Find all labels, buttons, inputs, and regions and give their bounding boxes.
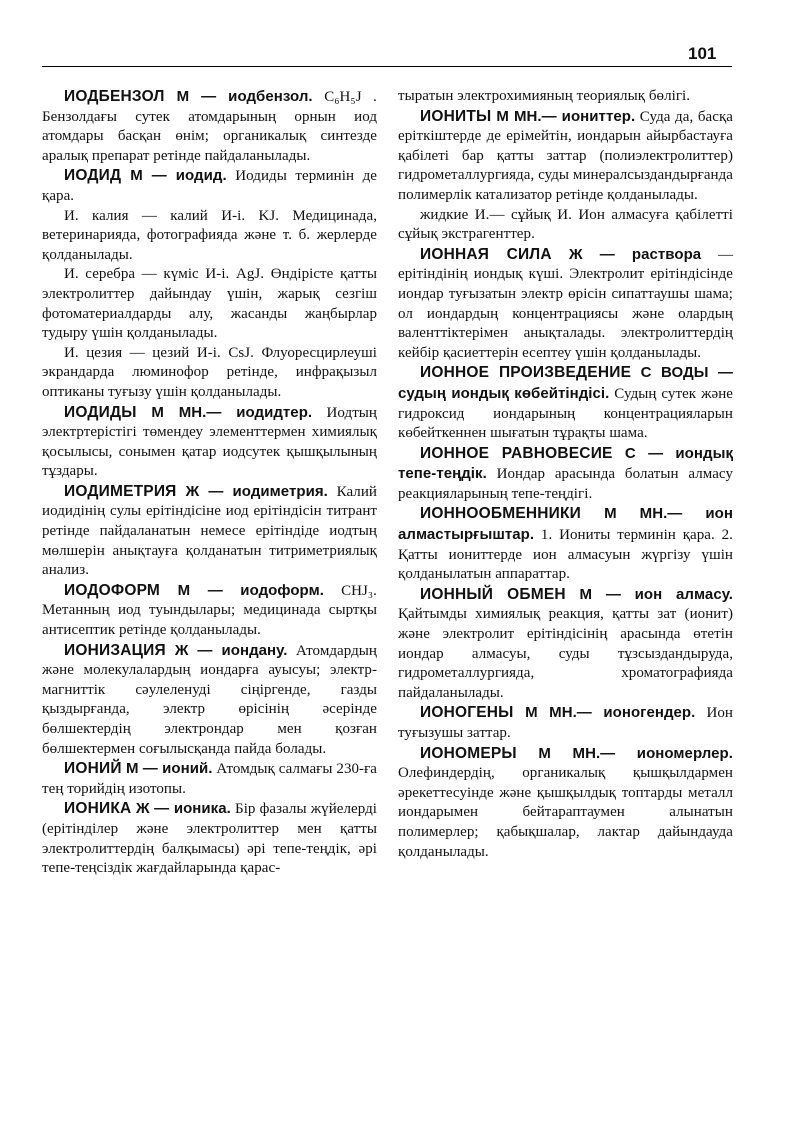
entry-translation: С ВОДЫ — судың иондық көбейтіндісі. <box>398 364 733 402</box>
entry-headword: ИОНИКА <box>64 800 132 818</box>
entry-definition: жидкие И.— сұйық И. Ион алмасуға қабілетті сұйық экстрагенттер. <box>398 206 733 243</box>
entry-definition: Иодтың электртерістігі төмендеу элементтермен химиялық қосылысы, сонымен қатар иодсутек қышқылының тұздары. <box>42 404 378 480</box>
entry-headword: ИОННОЕ РАВНОВЕСИЕ <box>420 444 613 462</box>
entry-translation: С — иондық тепе-теңдік. <box>398 444 733 483</box>
dictionary-entry <box>42 166 377 206</box>
entry-definition: Олефиндердің, органикалық қышқылдармен әрекеттесуінде және қышқылдық топтарды металл иондарымен бейтараптаумен алынатын полимерлер; қабықшалар, лактар дайындауда қолданылады. <box>398 765 733 860</box>
dictionary-entry <box>42 207 377 266</box>
entry-translation: М МН.— иониттер. <box>491 107 636 125</box>
dictionary-entry <box>398 206 733 245</box>
entry-definition: Судың сутек және гидроксид иондарының концентрацияларын көбейткеннен шығатын тұрақты шама. <box>398 385 733 442</box>
entry-headword: ИОНИТЫ <box>420 107 492 125</box>
entry-translation: М — иодид. <box>121 167 227 185</box>
dictionary-entry <box>42 87 377 166</box>
dictionary-entry <box>398 245 733 364</box>
entry-definition: Иондар арасында болатын алмасу реакцияларының тепе-теңдігі. <box>398 466 733 502</box>
left-column <box>42 87 377 879</box>
entry-translation: М — ион алмасу. <box>565 585 734 603</box>
entry-headword: ИОННЫЙ ОБМЕН <box>420 585 566 603</box>
entry-definition: И. калия — калий И-і. KJ. Медицинада, ветеринарияда, фотографияда және т. б. жерлерде қолданылады. <box>42 207 377 263</box>
dictionary-entry <box>42 581 377 641</box>
entry-headword: ИОДИД <box>64 167 122 185</box>
entry-definition: И. цезия — цезий И-і. CsJ. Флуоресцирлеуші экрандарда люминофор ретінде, инфрақызыл оптиканы туғызу үшін қолданылады. <box>42 344 377 400</box>
entry-definition: И. серебра — күміс И-і. AgJ. Өндірісте қатты электролиттер дайындау үшін, жарық сезгіш фотоматериалдарды алу, жасанды жаңбырлар тудыру үшін қолданылады. <box>42 266 377 342</box>
dictionary-entry <box>398 444 733 505</box>
dictionary-entry <box>42 641 377 760</box>
dictionary-entry <box>398 363 733 443</box>
entry-translation: М МН.— иодидтер. <box>136 403 313 421</box>
entry-headword: ИОННООБМЕННИКИ <box>420 505 582 523</box>
entry-definition: Қайтымды химиялық реакция, қатты зат (ионит) және электролит ерітіндісінің арасында өтетін иондар алмасуы, суды тұзсыздандыруда, гидрометаллургияда, хроматографияда пайдаланылады. <box>398 606 733 701</box>
entry-definition: тыратын электрохимияның теориялық бөлігі. <box>398 88 691 104</box>
entry-translation: Ж — иодиметрия. <box>176 482 328 500</box>
entry-definition: Атомдық салмағы 230-ға тең торийдің изотопы. <box>42 761 377 797</box>
entry-translation: М — ионий. <box>121 760 213 778</box>
dictionary-entry <box>398 585 733 704</box>
entry-definition: Атомдардың және молекулалардың иондарға ауысуы; электр-магниттік сәулеленуді сіңіргенде, газды қыздырғанда, электр өрісінің әсерінде бөлшектердің электрондар мен қозған бөлшектермен соғылысқанда пайда болады. <box>42 642 377 757</box>
entry-headword: ИОНОГЕНЫ <box>420 704 514 722</box>
entry-headword: ИОННАЯ СИЛА <box>420 245 552 263</box>
entry-headword: ИОНОМЕРЫ <box>420 744 517 762</box>
entry-definition: Ион туғызушы заттар. <box>398 705 733 741</box>
entry-translation: Ж — иондану. <box>165 641 288 659</box>
entry-headword: ИОНИЙ <box>64 760 122 778</box>
dictionary-entry <box>398 744 733 863</box>
dictionary-entry <box>398 87 733 107</box>
entry-definition: Бір фазалы жүйелерді (ерітінділер және электролиттер мен қатты электролиттердің балқымасы) әрі тепе-теңдік, әрі тепе-теңсіздік жағдайларында қарас- <box>42 801 378 877</box>
entry-translation: М МН.— иономерлер. <box>516 744 733 762</box>
entry-definition: CHJ₃. Метанның иод туындылары; медицинада сыртқы антисептик ретінде қолданылады. <box>42 582 377 639</box>
header-rule <box>42 66 732 67</box>
entry-translation: Ж — раствора <box>551 245 702 263</box>
dictionary-entry <box>42 265 377 343</box>
entry-headword: ИОДИДЫ <box>64 403 137 421</box>
entry-definition: 1. Иониты терминін қара. 2. Қатты иониттерде ион алмасуын жүргізу үшін қолданылатын аппараттар. <box>398 527 733 583</box>
entry-headword: ИОННОЕ ПРОИЗВЕДЕНИЕ <box>420 364 632 382</box>
entry-headword: ИОДИМЕТРИЯ <box>64 482 177 500</box>
entry-definition: C₆H₅J . Бензолдағы сутек атомдарының орнын иод атомдары басқан өнім; органикалық синтезде аралық препарат ретінде пайдаланылады. <box>42 89 377 164</box>
dictionary-entry <box>42 344 377 403</box>
entry-translation: М МН.— ионогендер. <box>513 704 696 722</box>
dictionary-entry <box>42 759 377 799</box>
entry-headword: ИОНИЗАЦИЯ <box>64 641 166 659</box>
page-number: 101 <box>688 44 717 63</box>
dictionary-entry <box>398 703 733 743</box>
dictionary-entry <box>42 799 377 878</box>
entry-definition: — ерітіндінің иондық күші. Электролит ерітіндісінде иондар туғызатын электр өрісін сипаттаушы шама; ол иондардың концентрациясы және олардың валенттіктерімен анықталады. электролиттердің кейбір қасиеттерін есептеу үшін қолданылады. <box>398 246 733 361</box>
dictionary-entry <box>42 482 377 581</box>
entry-translation: Ж — ионика. <box>131 800 231 818</box>
entry-translation: М — иодбензол. <box>164 88 313 105</box>
right-column <box>398 87 733 862</box>
entry-headword: ИОДОФОРМ <box>64 581 161 599</box>
entry-translation: М — иодоформ. <box>160 581 324 599</box>
entry-definition: Суда да, басқа еріткіштерде де ерімейтін, иондарын айырбастауға қабілеті бар қатты заттар (полиэлектролиттер) гидрометаллургияда, суды минералсыздандырғанда полимерлік катализатор ретінде қолданылады. <box>398 108 733 203</box>
entry-definition: Калий иодидінің сулы ерітіндісіне иод ерітіндісін титрант ретінде пайдаланатын немесе ерітіндіде иодтың мөлшерін анықтауға қолданатын титриметриялық анализ. <box>42 483 377 579</box>
entry-translation: М МН.— ион алмастырғыштар. <box>398 505 733 544</box>
dictionary-entry <box>398 504 733 584</box>
entry-headword: ИОДБЕНЗОЛ <box>64 88 165 105</box>
dictionary-entry <box>42 403 377 482</box>
dictionary-entry <box>398 107 733 206</box>
entry-definition: Иодиды терминін де қара. <box>42 168 377 204</box>
